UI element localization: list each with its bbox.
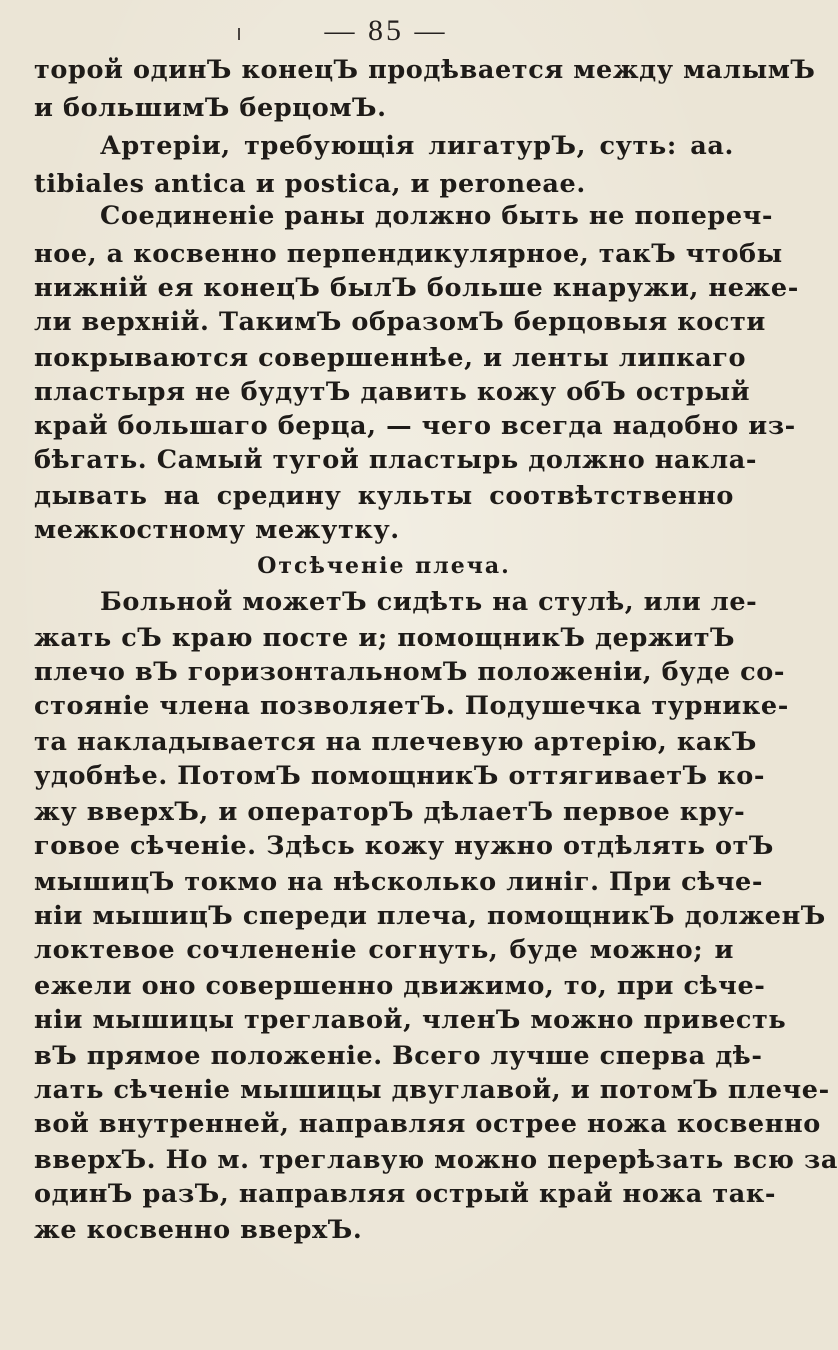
text-line: межкостному межутку. xyxy=(34,515,400,545)
page-number: — 85 — xyxy=(324,14,448,47)
text-line: ное, а косвенно перпендикулярное, такЪ чтобы xyxy=(34,239,783,269)
text-line: лать сѣченіе мышицы двуглавой, и потомЪ плече- xyxy=(34,1075,830,1105)
text-line: удобнѣе. ПотомЪ помощникЪ оттягиваетЪ ко- xyxy=(34,761,766,791)
text-line: плечо вЪ горизонтальномЪ положеніи, буде со- xyxy=(34,657,786,687)
text-line: вверхЪ. Но м. треглавую можно перерѣзать всю за xyxy=(34,1145,838,1175)
text-line: же косвенно вверхЪ. xyxy=(34,1215,363,1245)
text-line: tibiales antica и postica, и peroneae. xyxy=(34,169,586,199)
text-line: ежели оно совершенно движимо, то, при сѣче- xyxy=(34,971,766,1001)
text-line: нижній ея конецЪ былЪ больше кнаружи, неже- xyxy=(34,273,799,303)
text-line: жу вверхЪ, и операторЪ дѣлаетЪ первое кру- xyxy=(34,797,746,827)
text-line: ли верхній. ТакимЪ образомЪ берцовыя кости xyxy=(34,307,766,337)
text-line: жать сЪ краю посте и; помощникЪ держитЪ xyxy=(34,623,736,653)
text-line: и большимЪ берцомЪ. xyxy=(34,93,387,123)
text-line: Больной можетЪ сидѣть на стулѣ, или ле- xyxy=(100,587,758,617)
text-line: покрываются совершеннѣе, и ленты липкаго xyxy=(34,343,747,373)
text-line: говое сѣченіе. Здѣсь кожу нужно отдѣлять отЪ xyxy=(34,831,774,861)
text-line: ніи мышицЪ спереди плеча, помощникЪ долженЪ xyxy=(34,901,826,931)
text-line: бѣгать. Самый тугой пластырь должно накла- xyxy=(34,445,758,475)
text-line: та накладывается на плечевую артерію, какЪ xyxy=(34,727,758,757)
text-line: пластыря не будутЪ давить кожу обЪ острый xyxy=(34,377,751,407)
text-line: вой внутренней, направляя острее ножа косвенно xyxy=(34,1109,821,1139)
text-line: стояніе члена позволяетЪ. Подушечка турнике- xyxy=(34,691,789,721)
text-line: край большаго берца, — чего всегда надобно из- xyxy=(34,411,796,441)
text-line: Артеріи, требующія лигатурЪ, суть: aa. xyxy=(100,131,734,161)
text-line: ніи мышицы треглавой, членЪ можно привесть xyxy=(34,1005,787,1035)
text-line: торой одинЪ конецЪ продѣвается между малымЪ xyxy=(34,55,816,85)
text-line: Соединеніе раны должно быть не попереч- xyxy=(100,201,774,231)
text-line: вЪ прямое положеніе. Всего лучше сперва дѣ- xyxy=(34,1041,763,1071)
section-heading: Отсѣченіе плеча. xyxy=(257,553,511,579)
text-line: локтевое сочлененіе согнуть, буде можно; и xyxy=(34,935,734,965)
text-line: мышицЪ токмо на нѣсколько линіг. При сѣче- xyxy=(34,867,764,897)
text-line: дывать на средину культы соотвѣтственно xyxy=(34,481,734,511)
text-line: одинЪ разЪ, направляя острый край ножа так- xyxy=(34,1179,777,1209)
